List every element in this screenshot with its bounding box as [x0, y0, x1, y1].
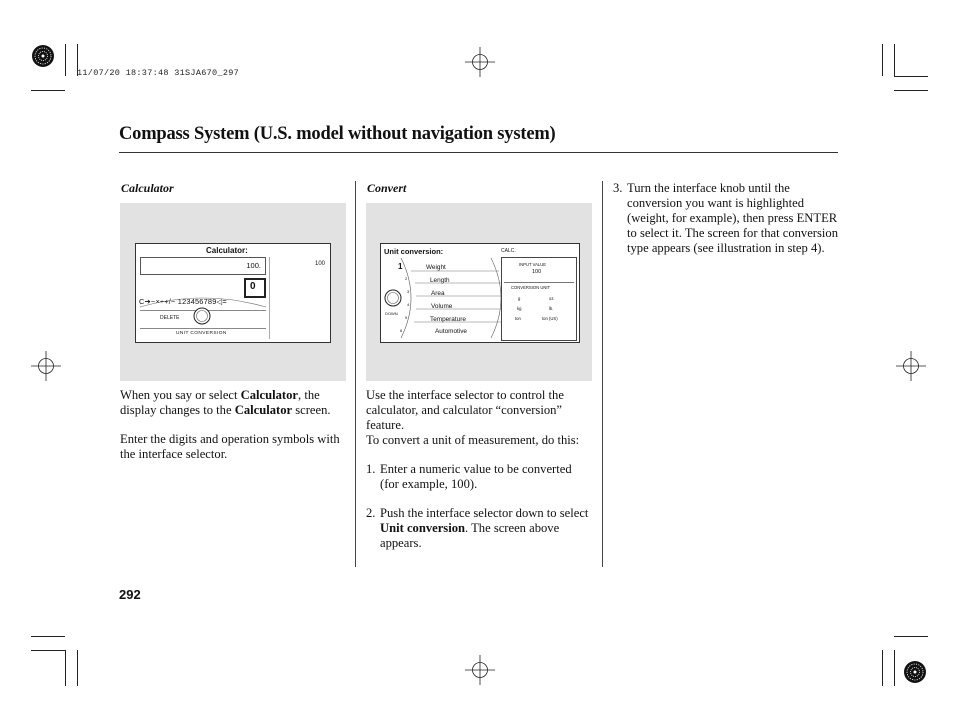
convert-paragraph-2: To convert a unit of measurement, do this:	[366, 433, 580, 447]
convert-screen	[380, 243, 580, 343]
calc-shortcut[interactable]: CALC.	[501, 248, 516, 254]
step-number: 2.	[366, 506, 376, 520]
unit-left: g	[518, 296, 521, 301]
column-divider	[355, 181, 356, 567]
unit-right: lb.	[549, 306, 554, 311]
step-3: 3. Turn the interface knob until the conversion you want is highlighted (weight, for example), then press ENTER to select it. The screen for that conversion type appears (see illustration in step 4).	[613, 181, 838, 255]
delete-label: DELETE	[160, 315, 180, 321]
input-panel	[501, 257, 577, 341]
menu-item-weight[interactable]: Weight	[426, 264, 446, 271]
unit-left: kg	[517, 306, 522, 311]
step-3-column	[613, 181, 839, 256]
figure-caption-calculator: Calculator	[121, 181, 174, 195]
calculator-memory-value: 100	[314, 261, 325, 267]
convert-screen-title: Unit conversion:	[384, 247, 444, 256]
column-divider	[602, 181, 603, 567]
unit-right: ton (US)	[542, 316, 558, 321]
calculator-screen-title: Calculator:	[206, 246, 248, 255]
calculator-keys[interactable]: C➔−×÷+/− 123456789◁=	[139, 297, 227, 306]
item-number: 2	[405, 276, 408, 281]
print-timestamp: 11/07/20 18:37:48 31SJA670_297	[77, 68, 240, 78]
step-1: 1. Enter a numeric value to be converted (for example, 100).	[366, 462, 572, 491]
menu-item-volume[interactable]: Volume	[431, 303, 453, 310]
convert-description	[366, 388, 592, 551]
unit-right: oz.	[549, 296, 555, 301]
item-number: 3	[407, 289, 410, 294]
menu-item-automotive[interactable]: Automotive	[435, 328, 467, 335]
calculator-description	[120, 388, 344, 462]
knob-down-label: DOWN	[385, 311, 398, 316]
step-number: 3.	[613, 181, 623, 195]
step-number: 1.	[366, 462, 376, 476]
page-number: 292	[119, 587, 141, 602]
calculator-screen	[135, 243, 331, 343]
step-2: 2. Push the interface selector down to select Unit conversion. The screen above appears.	[366, 506, 589, 550]
selector-knob-icon[interactable]	[192, 306, 212, 326]
registration-mark-icon	[31, 351, 61, 381]
calculator-memory-panel	[269, 257, 328, 339]
item-number: 5	[405, 315, 408, 320]
calculator-paragraph-1: When you say or select Calculator, the display changes to the Calculator screen.	[120, 388, 331, 417]
selected-digit: 0	[250, 281, 256, 292]
calculator-figure	[120, 203, 346, 381]
convert-paragraph-1: Use the interface selector to control the calculator, and calculator “conversion” feature.	[366, 388, 564, 432]
item-number: 1	[398, 262, 403, 271]
item-number: 6	[400, 328, 403, 333]
page-title: Compass System (U.S. model without navigation system)	[119, 124, 556, 144]
calc-bottom-bar: UNIT CONVERSION	[176, 331, 227, 336]
menu-item-temperature[interactable]: Temperature	[430, 316, 466, 323]
starburst-mark-icon	[903, 660, 927, 684]
registration-mark-icon	[465, 47, 495, 77]
input-value-label: INPUT VALUE	[519, 262, 547, 267]
calculator-display-value: 100.	[246, 261, 261, 270]
calculator-display	[140, 257, 266, 275]
calculator-paragraph-2: Enter the digits and operation symbols with the interface selector.	[120, 432, 340, 461]
title-rule	[119, 152, 838, 153]
unit-left: ton	[515, 316, 521, 321]
registration-mark-icon	[465, 655, 495, 685]
figure-caption-convert: Convert	[367, 181, 407, 195]
menu-item-area[interactable]: Area	[431, 290, 445, 297]
item-number: 4	[407, 302, 410, 307]
convert-figure	[366, 203, 592, 381]
menu-item-length[interactable]: Length	[430, 277, 450, 284]
registration-mark-icon	[896, 351, 926, 381]
starburst-mark-icon	[31, 44, 55, 68]
input-value: 100	[532, 269, 542, 275]
conversion-unit-label: CONVERSION UNIT	[511, 285, 551, 290]
